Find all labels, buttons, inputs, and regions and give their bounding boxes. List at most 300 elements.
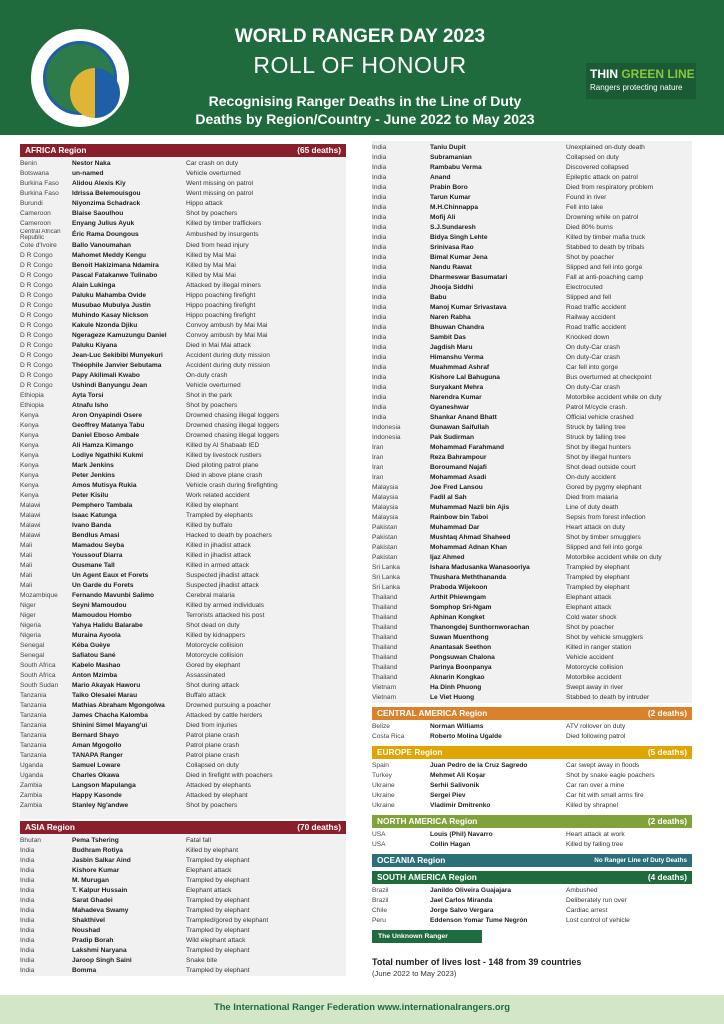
cause-cell: Shot by poachers xyxy=(186,802,238,809)
cause-cell: Collapsed on duty xyxy=(566,154,619,161)
ranger-name-cell: Fadil al Sah xyxy=(430,494,467,501)
table-row xyxy=(20,219,346,229)
cause-cell: Car swept away in floods xyxy=(566,762,640,769)
country-cell: India xyxy=(372,394,387,401)
ranger-name-cell: Aron Onyapindi Osere xyxy=(72,412,142,419)
cause-cell: Accident during duty mission xyxy=(186,352,270,359)
cause-cell: Killed by buffalo xyxy=(186,522,233,529)
ranger-name-cell: Mamadou Seyba xyxy=(72,542,125,549)
cause-cell: Died from head injury xyxy=(186,242,249,249)
country-cell: Tanzania xyxy=(20,742,47,749)
cause-cell: Drowned chasing illegal loggers xyxy=(186,432,280,439)
country-cell: Uganda xyxy=(20,762,44,769)
country-cell: USA xyxy=(372,841,386,848)
cause-cell: Suspected jihadist attack xyxy=(186,572,259,579)
ranger-name-cell: Peter Jenkins xyxy=(72,472,115,479)
left-column xyxy=(20,144,346,976)
ranger-name-cell: Ijaz Ahmed xyxy=(430,554,465,561)
ranger-name-cell: Safiatou Sané xyxy=(72,652,116,659)
country-cell: Belize xyxy=(372,723,390,730)
ranger-name-cell: Praboda Wijekoon xyxy=(430,584,488,591)
cause-cell: Buffalo attack xyxy=(186,692,226,699)
ranger-name-cell: Kishore Lal Bahuguna xyxy=(430,374,500,381)
country-cell: D R Congo xyxy=(20,342,53,349)
cause-cell: Accident during duty mission xyxy=(186,362,270,369)
ranger-name-cell: Aman Mgogollo xyxy=(72,742,122,749)
table-row xyxy=(372,373,692,383)
ranger-name-cell: Benoit Hakizimana Ndamira xyxy=(72,262,159,269)
country-cell: Tanzania xyxy=(20,702,47,709)
cause-cell: Drowned chasing illegal loggers xyxy=(186,412,280,419)
country-cell: India xyxy=(20,917,35,924)
ranger-name-cell: Ballo Vanoumahan xyxy=(72,242,131,249)
cause-cell: Assassinated xyxy=(186,672,226,679)
ranger-name-cell: Rambabu Verma xyxy=(430,164,482,171)
table-row xyxy=(372,213,692,223)
table-row xyxy=(20,511,346,521)
country-cell: Mozambique xyxy=(20,592,58,599)
cause-cell: Shot dead on duty xyxy=(186,622,240,629)
cause-cell: Hippo poaching firefight xyxy=(186,292,256,299)
country-cell: Mali xyxy=(20,572,33,579)
country-cell: India xyxy=(372,344,387,351)
country-cell: India xyxy=(372,334,387,341)
table-row xyxy=(372,781,692,791)
cause-cell: Killed by elephant xyxy=(186,847,239,854)
country-cell: Tanzania xyxy=(20,722,47,729)
cause-cell: Shot by poachers xyxy=(186,210,238,217)
country-cell: India xyxy=(20,927,35,934)
ranger-name-cell: Papy Akilimali Kwabo xyxy=(72,372,140,379)
south-america-list xyxy=(372,884,692,926)
ranger-name-cell: Happy Kasonde xyxy=(72,792,122,799)
country-cell: Pakistan xyxy=(372,554,398,561)
table-row xyxy=(20,571,346,581)
cause-cell: Trampled by elephant xyxy=(566,574,630,581)
table-row xyxy=(20,321,346,331)
cause-cell: Cardiac arrest xyxy=(566,907,608,914)
ranger-name-cell: Gyaneshwar xyxy=(430,404,470,411)
cause-cell: Went missing on patrol xyxy=(186,180,253,187)
table-row xyxy=(20,651,346,661)
cause-cell: Died from malaria xyxy=(566,494,619,501)
country-cell: Kenya xyxy=(20,482,39,489)
country-cell: South Africa xyxy=(20,672,56,679)
tagline-1: Recognising Ranger Deaths in the Line of Duty xyxy=(208,93,522,109)
country-cell: Costa Rica xyxy=(372,733,405,740)
cause-cell: Ambushed by insurgents xyxy=(186,231,259,238)
country-cell: India xyxy=(20,877,35,884)
ranger-name-cell: Bernard Shayo xyxy=(72,732,119,739)
ranger-name-cell: Ivano Banda xyxy=(72,522,112,529)
table-row xyxy=(372,473,692,483)
country-cell: D R Congo xyxy=(20,272,53,279)
ranger-name-cell: Taniu Dupit xyxy=(430,144,466,151)
country-cell: Iran xyxy=(372,464,384,471)
table-row xyxy=(372,663,692,673)
cause-cell: Vehicle overturned xyxy=(186,382,241,389)
ranger-name-cell: Gunawan Saifullah xyxy=(430,424,489,431)
country-cell: Malaysia xyxy=(372,514,399,521)
ranger-name-cell: Mario Akayak Haworu xyxy=(72,682,141,689)
ranger-name-cell: Jean-Luc Sekibibi Munyekuri xyxy=(72,352,163,359)
cause-cell: Road traffic accident xyxy=(566,304,626,311)
total-lives-lost: Total number of lives lost - 148 from 39 countries xyxy=(372,957,582,967)
central-america-list xyxy=(372,720,692,742)
table-row xyxy=(372,323,692,333)
table-row xyxy=(372,273,692,283)
table-row xyxy=(20,741,346,751)
country-cell: India xyxy=(372,274,387,281)
ranger-name-cell: Stanley Ng'andwe xyxy=(72,802,129,809)
cause-cell: Patrol M/cycle crash. xyxy=(566,404,628,411)
ranger-name-cell: Rainbow bin Taboi xyxy=(430,514,489,521)
cause-cell: Drowned pursuing a poacher xyxy=(186,702,271,709)
table-row xyxy=(372,263,692,273)
country-cell: Cameroon xyxy=(20,210,51,217)
country-cell: India xyxy=(20,867,35,874)
table-row xyxy=(20,846,346,856)
table-row xyxy=(20,681,346,691)
cause-cell: Discovered collapsed xyxy=(566,164,629,171)
country-cell: India xyxy=(372,404,387,411)
tgl-tagline: Rangers protecting nature xyxy=(590,83,683,92)
ranger-name-cell: Jagdish Maru xyxy=(430,344,473,351)
table-row xyxy=(372,896,692,906)
country-cell: Bhutan xyxy=(20,837,41,844)
table-row xyxy=(372,653,692,663)
region-header-central-america: CENTRAL AMERICA Region (2 deaths) xyxy=(372,707,692,720)
table-row xyxy=(20,291,346,301)
table-row xyxy=(372,403,692,413)
ranger-name-cell: Enyang Julius Ayuk xyxy=(72,220,135,227)
cause-cell: Killed by timber traffickers xyxy=(186,220,262,227)
ranger-name-cell: Daniel Eboso Ambale xyxy=(72,432,140,439)
country-cell: Tanzania xyxy=(20,692,47,699)
thin-green-line-logo xyxy=(586,63,696,99)
table-row xyxy=(372,243,692,253)
country-cell: Tanzania xyxy=(20,732,47,739)
ranger-name-cell: Muhammad Dar xyxy=(430,524,480,531)
table-row xyxy=(20,431,346,441)
cause-cell: Patrol plane crash xyxy=(186,732,240,739)
ranger-name-cell: Budhram Rotiya xyxy=(72,847,123,854)
table-row xyxy=(20,601,346,611)
country-cell: Kenya xyxy=(20,412,39,419)
ranger-name-cell: Bimal Kumar Jena xyxy=(430,254,488,261)
ranger-name-cell: Sambit Das xyxy=(430,334,466,341)
ranger-name-cell: Jasbin Salkar Aind xyxy=(72,857,131,864)
asia-list-part2 xyxy=(372,141,692,703)
table-row xyxy=(372,593,692,603)
cause-cell: Car fell into gorge xyxy=(566,364,619,371)
cause-cell: Cold water shock xyxy=(566,614,617,621)
ranger-name-cell: Muhindo Kasay Nickson xyxy=(72,312,149,319)
ranger-name-cell: Mohammad Adnan Khan xyxy=(430,544,508,551)
cause-cell: Killed by Mai Mai xyxy=(186,262,236,269)
country-cell: India xyxy=(372,174,387,181)
country-cell: Sri Lanka xyxy=(372,574,400,581)
table-row xyxy=(20,251,346,261)
ranger-name-cell: Norman Williams xyxy=(430,723,484,730)
ranger-name-cell: Nestor Naka xyxy=(72,160,111,167)
table-row xyxy=(372,293,692,303)
table-row xyxy=(20,169,346,179)
cause-cell: Attacked by elephant xyxy=(186,792,248,799)
cause-cell: Terrorists attacked his post xyxy=(186,612,265,619)
cause-cell: Snake bite xyxy=(186,957,218,964)
ranger-name-cell: Ayta Torsi xyxy=(72,392,104,399)
cause-cell: Trampled/gored by elephant xyxy=(186,917,269,924)
country-cell: Ethiopia xyxy=(20,402,44,409)
country-cell: Thailand xyxy=(372,634,398,641)
table-row xyxy=(372,193,692,203)
ranger-name-cell: Mamoudou Hombo xyxy=(72,612,132,619)
region-header-north-america: NORTH AMERICA Region (2 deaths) xyxy=(372,815,692,828)
table-row xyxy=(20,771,346,781)
cause-cell: Attacked by cattle herders xyxy=(186,712,263,719)
cause-cell: Car hit with small arms fire xyxy=(566,792,644,799)
country-cell: Central African Republic xyxy=(20,229,61,241)
ranger-name-cell: Eddenson Yomar Tume Negrón xyxy=(430,917,528,924)
country-cell: D R Congo xyxy=(20,332,53,339)
cause-cell: Drowning while on patrol xyxy=(566,214,639,221)
cause-cell: Killed by timber mafia truck xyxy=(566,234,646,241)
ranger-name-cell: Kakule Nzonda Djiku xyxy=(72,322,138,329)
country-cell: India xyxy=(20,847,35,854)
country-cell: India xyxy=(372,204,387,211)
country-cell: India xyxy=(372,224,387,231)
country-cell: Iran xyxy=(372,474,384,481)
cause-cell: Died from injuries xyxy=(186,722,238,729)
country-cell: India xyxy=(372,304,387,311)
ranger-name-cell: Jael Carlos Miranda xyxy=(430,897,493,904)
cause-cell: Hacked to death by poachers xyxy=(186,532,272,539)
cause-cell: Cerebral malaria xyxy=(186,592,235,599)
cause-cell: Suspected jihadist attack xyxy=(186,582,259,589)
ranger-name-cell: Alidou Alexis Kiy xyxy=(72,180,126,187)
table-row xyxy=(20,641,346,651)
table-row xyxy=(20,461,346,471)
unknown-ranger-label: The Unknown Ranger xyxy=(372,930,482,943)
table-row xyxy=(372,413,692,423)
cause-cell: Motorcycle collision xyxy=(186,652,244,659)
cause-cell: On duty-Car crash xyxy=(566,344,620,351)
cause-cell: Gored by pygmy elephant xyxy=(566,484,642,491)
cause-cell: On-duty crash xyxy=(186,372,228,379)
ranger-name-cell: Muhammad Nazli bin Ajis xyxy=(430,504,510,511)
country-cell: Ethiopia xyxy=(20,392,44,399)
country-cell: Brazil xyxy=(372,887,389,894)
cause-cell: Trampled by elephant xyxy=(566,564,630,571)
country-cell: Pakistan xyxy=(372,544,398,551)
cause-cell: Died 80% burns xyxy=(566,224,613,231)
table-row xyxy=(372,633,692,643)
cause-cell: Official vehicle crashed xyxy=(566,414,634,421)
table-row xyxy=(20,731,346,741)
cause-cell: Slipped and fell into gorge xyxy=(566,544,643,551)
country-cell: Peru xyxy=(372,917,386,924)
cause-cell: Fatal fall xyxy=(186,837,211,844)
table-row xyxy=(372,830,692,840)
cause-cell: Shot by poacher xyxy=(566,624,615,631)
country-cell: Malawi xyxy=(20,532,41,539)
country-cell: South Sudan xyxy=(20,682,59,689)
table-row xyxy=(20,209,346,219)
country-cell: India xyxy=(372,354,387,361)
cause-cell: Killed in jihadist attack xyxy=(186,542,251,549)
country-cell: India xyxy=(20,857,35,864)
table-row xyxy=(20,189,346,199)
table-row xyxy=(372,383,692,393)
country-cell: Senegal xyxy=(20,652,45,659)
country-cell: D R Congo xyxy=(20,282,53,289)
ranger-name-cell: Mahomet Meddy Kengu xyxy=(72,252,146,259)
table-row xyxy=(372,513,692,523)
country-cell: Vietnam xyxy=(372,684,397,691)
country-cell: Iran xyxy=(372,454,384,461)
table-row xyxy=(20,591,346,601)
cause-cell: Killed by elephant xyxy=(186,502,239,509)
cause-cell: Shot by snake eagle poachers xyxy=(566,772,655,779)
cause-cell: Killed by kidnappers xyxy=(186,632,246,639)
ranger-name-cell: Amos Mutisya Rukia xyxy=(72,482,137,489)
country-cell: Mali xyxy=(20,542,33,549)
ranger-name-cell: M. Murugan xyxy=(72,877,109,884)
table-row xyxy=(372,693,692,703)
country-cell: India xyxy=(372,414,387,421)
ranger-name-cell: Ha Dinh Phuong xyxy=(430,684,482,691)
table-row xyxy=(372,886,692,896)
country-cell: India xyxy=(372,364,387,371)
country-cell: Kenya xyxy=(20,462,39,469)
country-cell: Ukraine xyxy=(372,792,395,799)
country-cell: India xyxy=(372,144,387,151)
ranger-name-cell: Kishore Kumar xyxy=(72,867,120,874)
country-cell: Brazil xyxy=(372,897,389,904)
irf-logo xyxy=(28,26,132,130)
ranger-name-cell: Bidya Singh Lehte xyxy=(430,234,488,241)
table-row xyxy=(20,791,346,801)
table-row xyxy=(20,661,346,671)
country-cell: Pakistan xyxy=(372,534,398,541)
cause-cell: Trampled by elephant xyxy=(186,857,250,864)
table-row xyxy=(20,491,346,501)
ranger-name-cell: Joe Fred Lansou xyxy=(430,484,483,491)
cause-cell: Elephant attack xyxy=(186,887,232,894)
table-row xyxy=(20,341,346,351)
ranger-name-cell: Ushindi Banyungu Jean xyxy=(72,382,148,389)
table-row xyxy=(372,423,692,433)
ranger-name-cell: Boroumand Najafi xyxy=(430,464,487,471)
country-cell: Ukraine xyxy=(372,782,395,789)
country-cell: Thailand xyxy=(372,624,398,631)
country-cell: Thailand xyxy=(372,664,398,671)
country-cell: Kenya xyxy=(20,472,39,479)
country-cell: Zambia xyxy=(20,792,42,799)
country-cell: India xyxy=(20,967,35,974)
table-row xyxy=(20,761,346,771)
table-row xyxy=(372,523,692,533)
cause-cell: Unexplained on-duty death xyxy=(566,144,645,151)
country-cell: Malawi xyxy=(20,522,41,529)
ranger-name-cell: Atnafu Isho xyxy=(72,402,109,409)
table-row xyxy=(20,751,346,761)
ranger-name-cell: Blaise Saoulhou xyxy=(72,210,124,217)
country-cell: D R Congo xyxy=(20,352,53,359)
table-row xyxy=(372,533,692,543)
table-row xyxy=(20,906,346,916)
country-cell: Sri Lanka xyxy=(372,584,400,591)
cause-cell: Trampled by elephant xyxy=(186,907,250,914)
region-header-africa: AFRICA Region (65 deaths) xyxy=(20,144,346,157)
country-cell: Zambia xyxy=(20,782,42,789)
cause-cell: Electrocuted xyxy=(566,284,603,291)
country-cell: India xyxy=(372,324,387,331)
ranger-name-cell: Subramanian xyxy=(430,154,472,161)
europe-list xyxy=(372,759,692,811)
country-cell: India xyxy=(372,214,387,221)
cause-cell: Died in Mai Mai attack xyxy=(186,342,251,349)
africa-list xyxy=(20,157,346,819)
country-cell: Malaysia xyxy=(372,484,399,491)
country-cell: India xyxy=(20,937,35,944)
country-cell: Cameroon xyxy=(20,220,51,227)
table-row xyxy=(372,643,692,653)
ranger-name-cell: Samuel Loware xyxy=(72,762,121,769)
country-cell: India xyxy=(372,254,387,261)
table-row xyxy=(20,451,346,461)
country-cell: India xyxy=(372,164,387,171)
table-row xyxy=(372,503,692,513)
ranger-name-cell: Kéba Guèye xyxy=(72,642,111,649)
country-cell: Kenya xyxy=(20,442,39,449)
country-cell: India xyxy=(20,907,35,914)
cause-cell: Wild elephant attack xyxy=(186,937,246,944)
country-cell: India xyxy=(372,194,387,201)
cause-cell: Shot dead outside court xyxy=(566,464,636,471)
country-cell: D R Congo xyxy=(20,382,53,389)
country-cell: Indonesia xyxy=(372,424,401,431)
table-row xyxy=(20,501,346,511)
table-row xyxy=(20,351,346,361)
cause-cell: Motorcycle collision xyxy=(186,642,244,649)
country-cell: India xyxy=(372,294,387,301)
cause-cell: Trampled by elephant xyxy=(186,877,250,884)
cause-cell: Went missing on patrol xyxy=(186,190,253,197)
cause-cell: Lost control of vehicle xyxy=(566,917,630,924)
country-cell: Nigeria xyxy=(20,622,41,629)
cause-cell: Killed by Mai Mai xyxy=(186,272,236,279)
ranger-name-cell: Srinivasa Rao xyxy=(430,244,474,251)
table-row xyxy=(372,573,692,583)
table-row xyxy=(372,801,692,811)
ranger-name-cell: Langson Mapulanga xyxy=(72,782,136,789)
cause-cell: Ambushed xyxy=(566,887,598,894)
ranger-name-cell: Charles Okawa xyxy=(72,772,120,779)
table-row xyxy=(20,471,346,481)
country-cell: D R Congo xyxy=(20,312,53,319)
table-row xyxy=(20,541,346,551)
table-row xyxy=(372,543,692,553)
table-row xyxy=(20,956,346,966)
table-row xyxy=(20,411,346,421)
table-row xyxy=(20,229,346,241)
ranger-name-cell: Mahadeva Swamy xyxy=(72,907,129,914)
table-row xyxy=(372,283,692,293)
table-row xyxy=(20,691,346,701)
table-row xyxy=(20,551,346,561)
